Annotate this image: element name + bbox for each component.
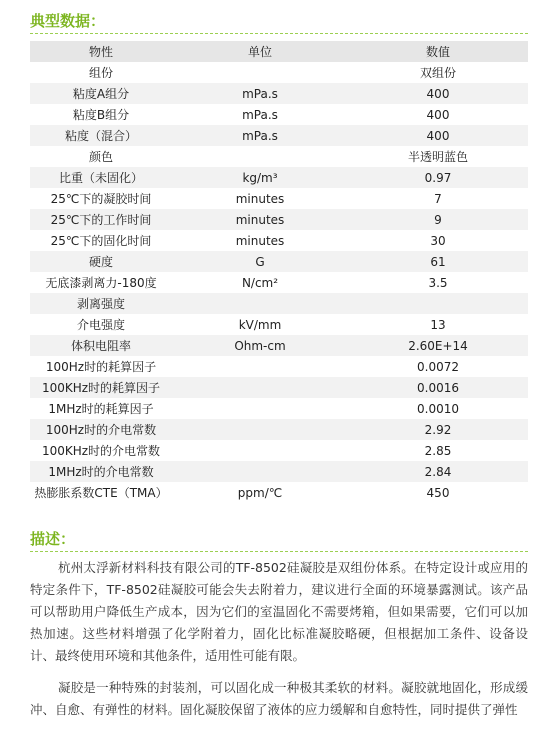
property-cell: 粘度（混合）	[64, 129, 137, 143]
value-cell: 半透明蓝色	[407, 150, 468, 164]
value-cell: 0.97	[424, 170, 452, 185]
value-cell: 450	[426, 485, 450, 500]
description-paragraph-2: 凝胶是一种特殊的封装剂，可以固化成一种极其柔软的材料。凝胶就地固化，形成缓冲、自愈、有弹性的材料。固化凝胶保留了液体的应力缓解和自愈特性，同时提供了弹性	[30, 680, 528, 717]
property-cell: 组份	[88, 66, 113, 80]
value-cell: 3.5	[428, 275, 448, 290]
table-row	[30, 146, 528, 167]
value-cell	[348, 293, 528, 314]
section-title-typical-data: 典型数据：	[30, 12, 106, 30]
unit-cell: N/cm²	[241, 275, 279, 290]
header-property: 物性	[88, 45, 113, 59]
table-row	[30, 440, 528, 461]
unit-cell	[172, 62, 348, 83]
value-cell: 0.0010	[417, 401, 459, 416]
property-cell: 100Hz时的耗算因子	[45, 360, 157, 374]
value-cell: 0.0016	[417, 380, 459, 395]
properties-table	[30, 41, 528, 503]
unit-cell: mPa.s	[242, 107, 278, 122]
table-row	[30, 104, 528, 125]
property-cell: 100KHz时的介电常数	[41, 444, 161, 458]
table-row	[30, 356, 528, 377]
property-cell: 25℃下的凝胶时间	[50, 192, 152, 206]
section-title-description: 描述：	[30, 530, 76, 548]
property-cell: 25℃下的工作时间	[50, 213, 152, 227]
property-cell: 比重（未固化）	[58, 171, 143, 185]
unit-cell	[172, 356, 348, 377]
value-cell: 400	[426, 86, 450, 101]
property-cell: 25℃下的固化时间	[50, 234, 152, 248]
unit-cell	[172, 461, 348, 482]
table-row	[30, 314, 528, 335]
table-row	[30, 251, 528, 272]
table-row	[30, 335, 528, 356]
unit-cell: kV/mm	[238, 317, 282, 332]
value-cell: 2.84	[424, 464, 452, 479]
header-unit: 单位	[247, 45, 272, 59]
unit-cell	[172, 398, 348, 419]
table-row	[30, 482, 528, 503]
property-cell: 无底漆剥离力-180度	[45, 276, 157, 290]
property-cell: 热膨胀系数CTE（TMA）	[34, 486, 168, 500]
property-cell: 介电强度	[76, 318, 125, 332]
value-cell: 2.92	[424, 422, 452, 437]
table-row	[30, 293, 528, 314]
table-row	[30, 62, 528, 83]
table-row	[30, 209, 528, 230]
table-row	[30, 83, 528, 104]
property-cell: 硬度	[88, 255, 113, 269]
property-cell: 100KHz时的耗算因子	[41, 381, 161, 395]
unit-cell: Ohm-cm	[234, 338, 286, 353]
unit-cell	[172, 293, 348, 314]
property-cell: 1MHz时的介电常数	[48, 465, 154, 479]
table-row	[30, 167, 528, 188]
value-cell: 7	[434, 191, 442, 206]
value-cell: 400	[426, 107, 450, 122]
header-value: 数值	[425, 45, 450, 59]
value-cell: 2.60E+14	[408, 338, 468, 353]
table-header-row	[30, 41, 528, 62]
unit-cell: minutes	[235, 191, 285, 206]
property-cell: 100Hz时的介电常数	[45, 423, 157, 437]
value-cell: 400	[426, 128, 450, 143]
unit-cell	[172, 377, 348, 398]
table-row	[30, 461, 528, 482]
section-divider	[30, 551, 528, 552]
value-cell: 2.85	[424, 443, 452, 458]
property-cell: 粘度B组分	[72, 108, 130, 122]
unit-cell: mPa.s	[242, 128, 278, 143]
value-cell: 双组份	[419, 66, 456, 80]
property-cell: 粘度A组分	[72, 87, 130, 101]
value-cell: 13	[430, 317, 446, 332]
description-text	[30, 557, 528, 731]
table-row	[30, 398, 528, 419]
table-row	[30, 188, 528, 209]
unit-cell: minutes	[235, 212, 285, 227]
property-cell: 颜色	[88, 150, 113, 164]
property-cell: 体积电阻率	[70, 339, 131, 353]
unit-cell: ppm/℃	[237, 485, 283, 500]
unit-cell: kg/m³	[242, 170, 278, 185]
unit-cell: minutes	[235, 233, 285, 248]
unit-cell	[172, 440, 348, 461]
unit-cell: mPa.s	[242, 86, 278, 101]
table-row	[30, 125, 528, 146]
table-row	[30, 419, 528, 440]
table-row	[30, 377, 528, 398]
table-row	[30, 272, 528, 293]
unit-cell	[172, 146, 348, 167]
property-cell: 剥离强度	[76, 297, 125, 311]
value-cell: 30	[430, 233, 446, 248]
value-cell: 9	[434, 212, 442, 227]
value-cell: 0.0072	[417, 359, 459, 374]
property-cell: 1MHz时的耗算因子	[48, 402, 154, 416]
value-cell: 61	[430, 254, 446, 269]
section-divider	[30, 33, 528, 34]
table-row	[30, 230, 528, 251]
unit-cell: G	[255, 254, 265, 269]
description-paragraph-1: 杭州太浮新材料科技有限公司的TF-8502硅凝胶是双组份体系。在特定设计或应用的特定条件下，TF-8502硅凝胶可能会失去附着力，建议进行全面的环境暴露测试。该产品可以帮助用户降低生产成本，因为它们的室温固化不需要烤箱，但如果需要，它们可以加热加速。这些材料增强了化学附着力，固化比标准凝胶略硬，但根据加工条件、设备设计、最终使用环境和其他条件，适用性可能有限。	[30, 560, 528, 663]
unit-cell	[172, 419, 348, 440]
